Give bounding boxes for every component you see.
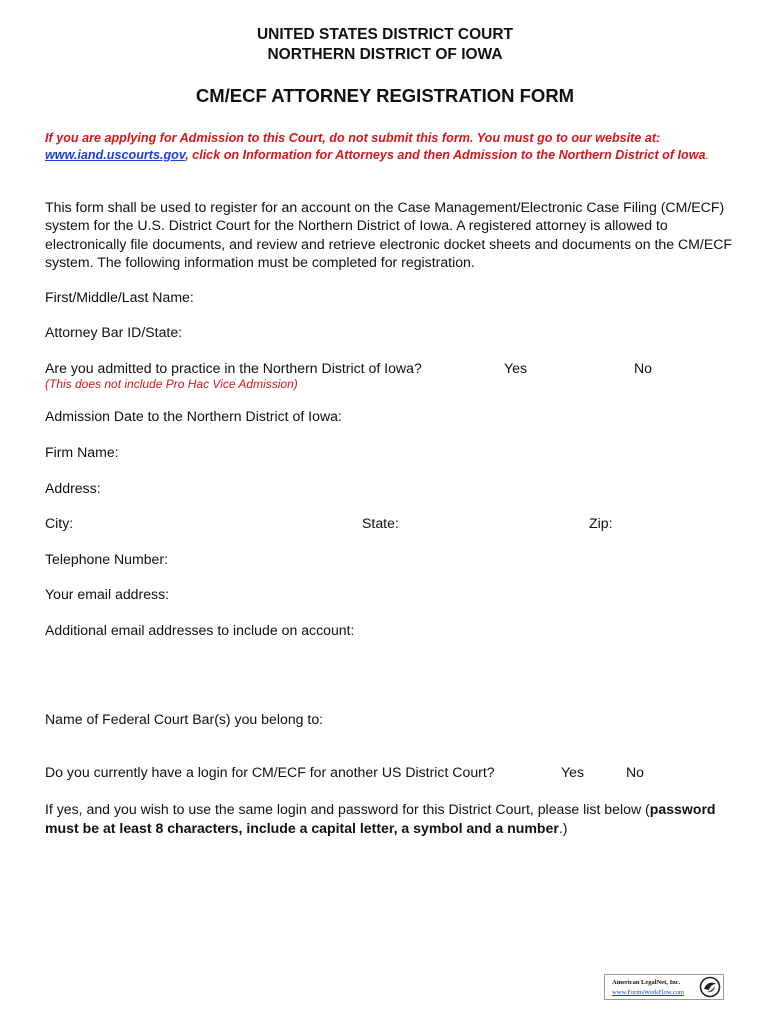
- login-no-option[interactable]: No: [626, 764, 645, 780]
- form-title: CM/ECF ATTORNEY REGISTRATION FORM: [195, 85, 575, 106]
- email-label: Your email address:: [45, 586, 170, 602]
- admitted-question: Are you admitted to practice in the Northern District of Iowa?: [45, 360, 422, 376]
- admission-notice: [45, 130, 725, 164]
- footer-url-link[interactable]: www.FormsWorkFlow.com: [612, 989, 684, 996]
- pro-hac-vice-note: (This does not include Pro Hac Vice Admission): [45, 377, 298, 391]
- court-name: UNITED STATES DISTRICT COURT: [256, 26, 514, 43]
- login-text-2: .): [558, 819, 568, 836]
- footer-company: American LegalNet, Inc.: [612, 979, 681, 986]
- name-field-label: First/Middle/Last Name:: [45, 289, 194, 305]
- admitted-no-option[interactable]: No: [634, 360, 653, 376]
- bar-id-field-label: Attorney Bar ID/State:: [45, 324, 183, 340]
- state-label: State:: [362, 515, 399, 531]
- city-label: City:: [45, 515, 74, 531]
- address-label: Address:: [45, 480, 101, 496]
- firm-name-label: Firm Name:: [45, 444, 119, 460]
- intro-paragraph: This form shall be used to register for an account on the Case Management/Electronic Case Filing (CM/ECF) system for the U.S. District Court for the Northern District of Iowa. A registered attorney is allowed to electronically file documents, and review and retrieve electronic docket sheets and documents on the CM/ECF system. The following information must be completed for registration.: [45, 199, 733, 270]
- legalnet-logo-icon: [699, 976, 721, 998]
- footer-badge: [604, 974, 724, 1000]
- password-requirements: password must be at least 8 characters, include a capital letter, a symbol and a number: [45, 801, 716, 836]
- federal-bar-label: Name of Federal Court Bar(s) you belong to:: [45, 711, 324, 727]
- notice-period: .: [705, 148, 710, 162]
- notice-text-2: , click on Information for Attorneys and then Admission to the Northern District of Iowa: [185, 148, 706, 162]
- court-website-link[interactable]: www.iand.uscourts.gov: [45, 148, 186, 162]
- telephone-label: Telephone Number:: [45, 551, 169, 567]
- login-text-1: If yes, and you wish to use the same login and password for this District Court, please list below (: [45, 801, 650, 817]
- login-instructions: [45, 800, 735, 837]
- login-yes-option[interactable]: Yes: [561, 764, 584, 780]
- district-name: NORTHERN DISTRICT OF IOWA: [267, 46, 503, 63]
- additional-email-label: Additional email addresses to include on account:: [45, 622, 355, 638]
- admitted-yes-option[interactable]: Yes: [504, 360, 527, 376]
- notice-text-1: If you are applying for Admission to this Court, do not submit this form. You must go to our website at:: [45, 131, 661, 145]
- login-question: Do you currently have a login for CM/ECF for another US District Court?: [45, 764, 495, 780]
- zip-label: Zip:: [589, 515, 613, 531]
- admission-date-label: Admission Date to the Northern District of Iowa:: [45, 408, 342, 424]
